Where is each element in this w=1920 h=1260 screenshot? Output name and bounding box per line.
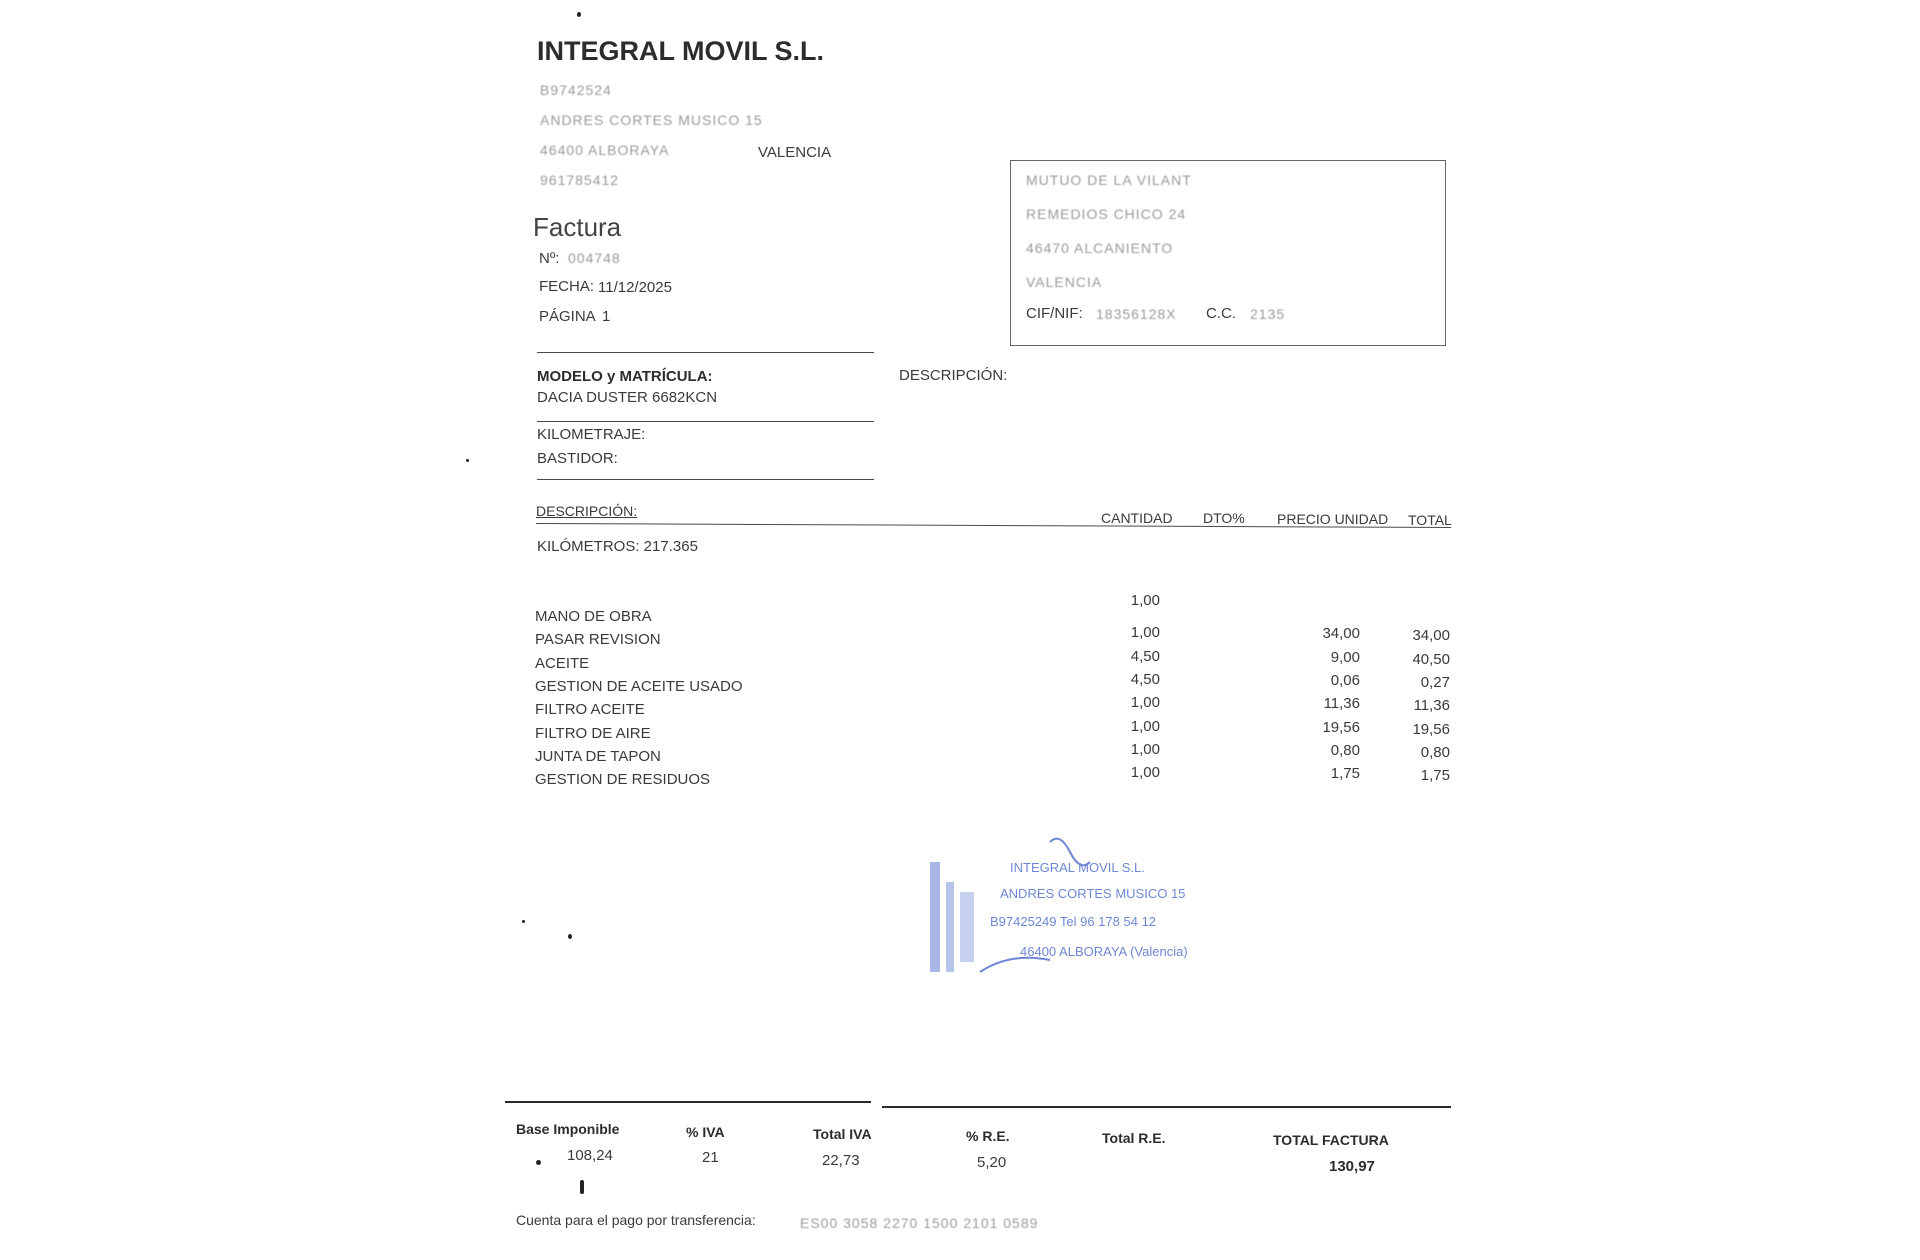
- item-description: GESTION DE ACEITE USADO: [535, 677, 743, 695]
- vehicle-km-label: KILOMETRAJE:: [537, 426, 646, 443]
- issuer-postal-code: 46400 ALBORAYA: [540, 142, 670, 158]
- invoice-title: Factura: [533, 212, 622, 242]
- issuer-address: ANDRES CORTES MUSICO 15: [540, 112, 763, 128]
- stamp-line-4: 46400 ALBORAYA (Valencia): [1020, 944, 1188, 959]
- item-quantity: 1,00: [1130, 740, 1160, 758]
- item-description: PASAR REVISION: [535, 631, 661, 649]
- iva-total-label: Total IVA: [813, 1126, 872, 1142]
- item-total: 40,50: [1412, 650, 1450, 668]
- item-quantity: 1,00: [1130, 764, 1160, 782]
- item-quantity: 1,00: [1130, 717, 1160, 735]
- invoice-number-value: 004748: [568, 250, 621, 266]
- item-quantity: 1,00: [1130, 694, 1160, 712]
- item-description: ACEITE: [535, 654, 590, 672]
- item-unit-price: 11,36: [1323, 695, 1360, 713]
- re-total-label: Total R.E.: [1102, 1130, 1166, 1146]
- totals-rule-right: [882, 1106, 1451, 1108]
- invoice-number-label: Nº:: [539, 250, 560, 267]
- vehicle-chassis-label: BASTIDOR:: [537, 450, 618, 467]
- scan-speck: [577, 12, 581, 17]
- divider: [537, 352, 874, 353]
- payment-label: Cuenta para el pago por transferencia:: [516, 1212, 756, 1228]
- client-cif-label: CIF/NIF:: [1026, 305, 1083, 322]
- column-header-description: DESCRIPCIÓN:: [536, 503, 638, 519]
- item-description: FILTRO DE AIRE: [535, 724, 651, 742]
- scan-speck: [522, 920, 525, 923]
- divider: [537, 421, 874, 422]
- vehicle-description-label: DESCRIPCIÓN:: [899, 367, 1008, 384]
- client-name: MUTUO DE LA VILANT: [1026, 172, 1192, 188]
- item-description: GESTION DE RESIDUOS: [535, 771, 711, 789]
- item-unit-price: 0,06: [1330, 671, 1360, 689]
- invoice-total-label: TOTAL FACTURA: [1273, 1132, 1389, 1148]
- invoice-date-value: 11/12/2025: [598, 279, 672, 296]
- labor-quantity: 1,00: [1130, 592, 1160, 609]
- item-quantity: 4,50: [1130, 647, 1160, 665]
- vehicle-model-label: MODELO y MATRÍCULA:: [537, 368, 713, 385]
- re-percent-value: 5,20: [977, 1154, 1007, 1171]
- item-description: JUNTA DE TAPON: [535, 747, 661, 765]
- item-quantity: 1,00: [1130, 624, 1160, 642]
- base-imponible-label: Base Imponible: [516, 1121, 620, 1137]
- item-unit-price: 9,00: [1330, 648, 1360, 666]
- item-total: 19,56: [1412, 720, 1450, 738]
- column-header-discount: DTO%: [1203, 510, 1245, 526]
- item-unit-price: 0,80: [1330, 741, 1360, 759]
- item-total: 1,75: [1420, 767, 1450, 785]
- invoice-page-label: PÁGINA: [539, 308, 596, 325]
- re-percent-label: % R.E.: [966, 1128, 1010, 1144]
- issuer-city: VALENCIA: [758, 144, 832, 161]
- km-note: KILÓMETROS: 217.365: [537, 538, 698, 555]
- stamp-line-3: B97425249 Tel 96 178 54 12: [990, 914, 1157, 929]
- issuer-name: INTEGRAL MOVIL S.L.: [537, 36, 825, 66]
- scan-speck: [568, 934, 572, 939]
- iva-percent-value: 21: [702, 1149, 719, 1166]
- client-cif-value: 18356128X: [1096, 306, 1177, 322]
- column-header-quantity: CANTIDAD: [1101, 510, 1173, 526]
- item-total: 11,36: [1413, 697, 1450, 715]
- item-unit-price: 19,56: [1322, 718, 1360, 736]
- invoice-page-value: 1: [602, 308, 611, 325]
- stamp-line-1: INTEGRAL MOVIL S.L.: [1010, 860, 1145, 875]
- issuer-tax-id: B9742524: [540, 82, 612, 98]
- client-city: VALENCIA: [1026, 274, 1103, 290]
- scan-speck: [466, 459, 469, 462]
- item-unit-price: 1,75: [1330, 765, 1360, 783]
- item-total: 0,27: [1420, 673, 1450, 691]
- company-stamp: [920, 832, 1240, 982]
- invoice-total-value: 130,97: [1329, 1158, 1375, 1175]
- iva-percent-label: % IVA: [686, 1124, 725, 1140]
- iva-total-value: 22,73: [822, 1152, 860, 1169]
- client-address: REMEDIOS CHICO 24: [1026, 206, 1187, 222]
- divider: [537, 479, 874, 480]
- item-description: MANO DE OBRA: [535, 608, 652, 625]
- item-unit-price: 34,00: [1322, 625, 1360, 643]
- column-header-total: TOTAL: [1408, 512, 1452, 528]
- column-header-unit-price: PRECIO UNIDAD: [1277, 511, 1389, 527]
- payment-iban: ES00 3058 2270 1500 2101 0589: [800, 1215, 1039, 1231]
- totals-rule-left: [505, 1101, 871, 1103]
- stamp-line-2: ANDRES CORTES MUSICO 15: [1000, 886, 1186, 901]
- item-quantity: 4,50: [1130, 670, 1160, 688]
- client-cc-label: C.C.: [1206, 305, 1236, 322]
- invoice-date-label: FECHA:: [539, 278, 595, 295]
- scan-speck: [580, 1180, 584, 1194]
- client-postal: 46470 ALCANIENTO: [1026, 240, 1174, 256]
- item-total: 0,80: [1420, 743, 1450, 761]
- issuer-phone: 961785412: [540, 172, 620, 188]
- client-cc-value: 2135: [1250, 306, 1286, 322]
- item-total: 34,00: [1412, 627, 1450, 645]
- vehicle-model-value: DACIA DUSTER 6682KCN: [537, 389, 718, 406]
- item-description: FILTRO ACEITE: [535, 701, 645, 719]
- scan-speck: [536, 1160, 541, 1165]
- base-imponible-value: 108,24: [567, 1147, 613, 1164]
